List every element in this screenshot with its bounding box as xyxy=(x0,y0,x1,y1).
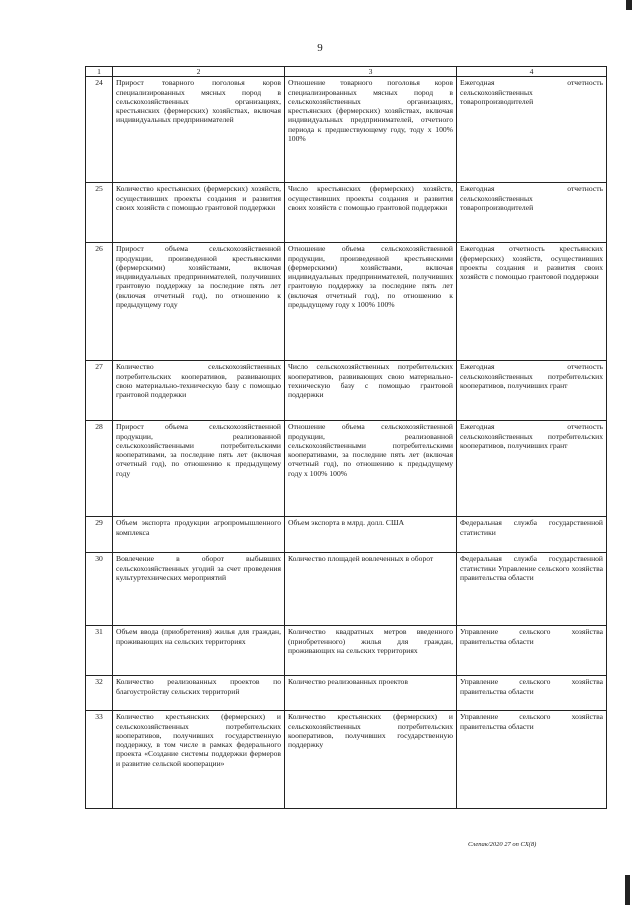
indicator-name: Объем экспорта продукции агропромышленного комплекса xyxy=(113,517,285,553)
header-cell: 3 xyxy=(285,67,457,77)
calculation-method: Объем экспорта в млрд. долл. США xyxy=(285,517,457,553)
table-row xyxy=(86,421,607,517)
row-number: 32 xyxy=(86,676,113,711)
indicator-name: Прирост объема сельскохозяйственной продукции, реализованной сельскохозяйственными потребительскими кооперативами, за последние пять лет (включая отчетный год), по отношению к предыдущему году xyxy=(113,421,285,517)
calculation-method: Отношение товарного поголовья коров специализированных мясных пород в сельскохозяйственных организациях, крестьянских (фермерских) хозяйствах, включая индивидуальных предпринимателей, отчетного периода к предшествующему году, тоду x 100% 100% xyxy=(285,77,457,183)
indicator-name: Прирост объема сельскохозяйственной продукции, произведенной крестьянскими (фермерскими) хозяйствами, включая индивидуальных предпринимателей, получивших грантовую поддержку за последние пять лет (включая отчетный год), по отношению к предыдущему году xyxy=(113,243,285,361)
table-row xyxy=(86,361,607,421)
table-row xyxy=(86,553,607,626)
scan-edge-mark xyxy=(625,875,630,905)
table-row xyxy=(86,243,607,361)
indicator-name: Вовлечение в оборот выбывших сельскохозяйственных угодий за счет проведения культуртехнических мероприятий xyxy=(113,553,285,626)
header-row xyxy=(86,67,607,77)
row-number: 26 xyxy=(86,243,113,361)
table-row xyxy=(86,676,607,711)
row-number: 31 xyxy=(86,626,113,676)
row-number: 29 xyxy=(86,517,113,553)
calculation-method: Число крестьянских (фермерских) хозяйств, осуществивших проекты создания и развития своих хозяйств с помощью грантовой поддержки xyxy=(285,183,457,243)
calculation-method: Отношение объема сельскохозяйственной продукции, реализованной сельскохозяйственными потребительскими кооперативами, за последние пять лет (включая отчетный год), по отношению к предыдущему году x 100% 100% xyxy=(285,421,457,517)
indicator-name: Объем ввода (приобретения) жилья для граждан, проживающих на сельских территориях xyxy=(113,626,285,676)
header-cell: 1 xyxy=(86,67,113,77)
data-source: Управление сельского хозяйства правительства области xyxy=(457,626,607,676)
indicator-name: Количество крестьянских (фермерских) хозяйств, осуществивших проекты создания и развития своих хозяйств с помощью грантовой поддержки xyxy=(113,183,285,243)
calculation-method: Количество крестьянских (фермерских) и сельскохозяйственных потребительских кооперативов, получивших государственную поддержку xyxy=(285,711,457,809)
indicator-name: Количество крестьянских (фермерских) и сельскохозяйственных потребительских кооперативов, получивших государственную поддержку, в том числе в рамках федерального проекта «Создание системы поддержки фермеров и развитие сельской кооперации» xyxy=(113,711,285,809)
table-row xyxy=(86,183,607,243)
row-number: 33 xyxy=(86,711,113,809)
page-number: 9 xyxy=(317,42,323,54)
data-source: Ежегодная отчетность сельскохозяйственных потребительских кооперативов, получивших грант xyxy=(457,361,607,421)
calculation-method: Количество площадей вовлеченных в оборот xyxy=(285,553,457,626)
data-source: Ежегодная отчетность сельскохозяйственных потребительских кооперативов, получивших грант xyxy=(457,421,607,517)
table-row xyxy=(86,517,607,553)
header-cell: 2 xyxy=(113,67,285,77)
indicators-table xyxy=(85,66,607,809)
data-source: Ежегодная отчетность крестьянских (фермерских) хозяйств, осуществивших проекты создания и развития своих хозяйств с помощью грантовой поддержки xyxy=(457,243,607,361)
data-source: Управление сельского хозяйства правительства области xyxy=(457,676,607,711)
indicator-name: Прирост товарного поголовья коров специализированных мясных пород в сельскохозяйственных организациях, крестьянских (фермерских) хозяйствах, включая индивидуальных предпринимателей xyxy=(113,77,285,183)
data-source: Ежегодная отчетность сельскохозяйственных товаропроизводителей xyxy=(457,183,607,243)
data-source: Ежегодная отчетность сельскохозяйственных товаропроизводителей xyxy=(457,77,607,183)
data-source: Управление сельского хозяйства правительства области xyxy=(457,711,607,809)
data-source: Федеральная служба государственной статистики Управление сельского хозяйства правительства области xyxy=(457,553,607,626)
row-number: 27 xyxy=(86,361,113,421)
row-number: 28 xyxy=(86,421,113,517)
indicator-name: Количество реализованных проектов по благоустройству сельских территорий xyxy=(113,676,285,711)
header-cell: 4 xyxy=(457,67,607,77)
calculation-method: Отношение объема сельскохозяйственной продукции, произведенной крестьянскими (фермерскими) хозяйствами, включая индивидуальных предпринимателей, получивших грантовую поддержку за последние пять лет (включая отчетный год), по отношению к предыдущему году x 100% 100% xyxy=(285,243,457,361)
row-number: 24 xyxy=(86,77,113,183)
calculation-method: Число сельскохозяйственных потребительских кооперативов, развивающих свою материально-техническую базу с помощью грантовой поддержки xyxy=(285,361,457,421)
table-row xyxy=(86,77,607,183)
calculation-method: Количество квадратных метров введенного (приобретенного) жилья для граждан, проживающих на сельских территориях xyxy=(285,626,457,676)
data-source: Федеральная служба государственной статистики xyxy=(457,517,607,553)
row-number: 25 xyxy=(86,183,113,243)
footer-code: Слепак/2020 27 оп СХ(8) xyxy=(468,841,537,848)
scan-edge-mark xyxy=(626,0,632,10)
calculation-method: Количество реализованных проектов xyxy=(285,676,457,711)
indicator-name: Количество сельскохозяйственных потребительских кооперативов, развивающих свою материально-техническую базу с помощью грантовой поддержки xyxy=(113,361,285,421)
table-row xyxy=(86,711,607,809)
table-row xyxy=(86,626,607,676)
row-number: 30 xyxy=(86,553,113,626)
